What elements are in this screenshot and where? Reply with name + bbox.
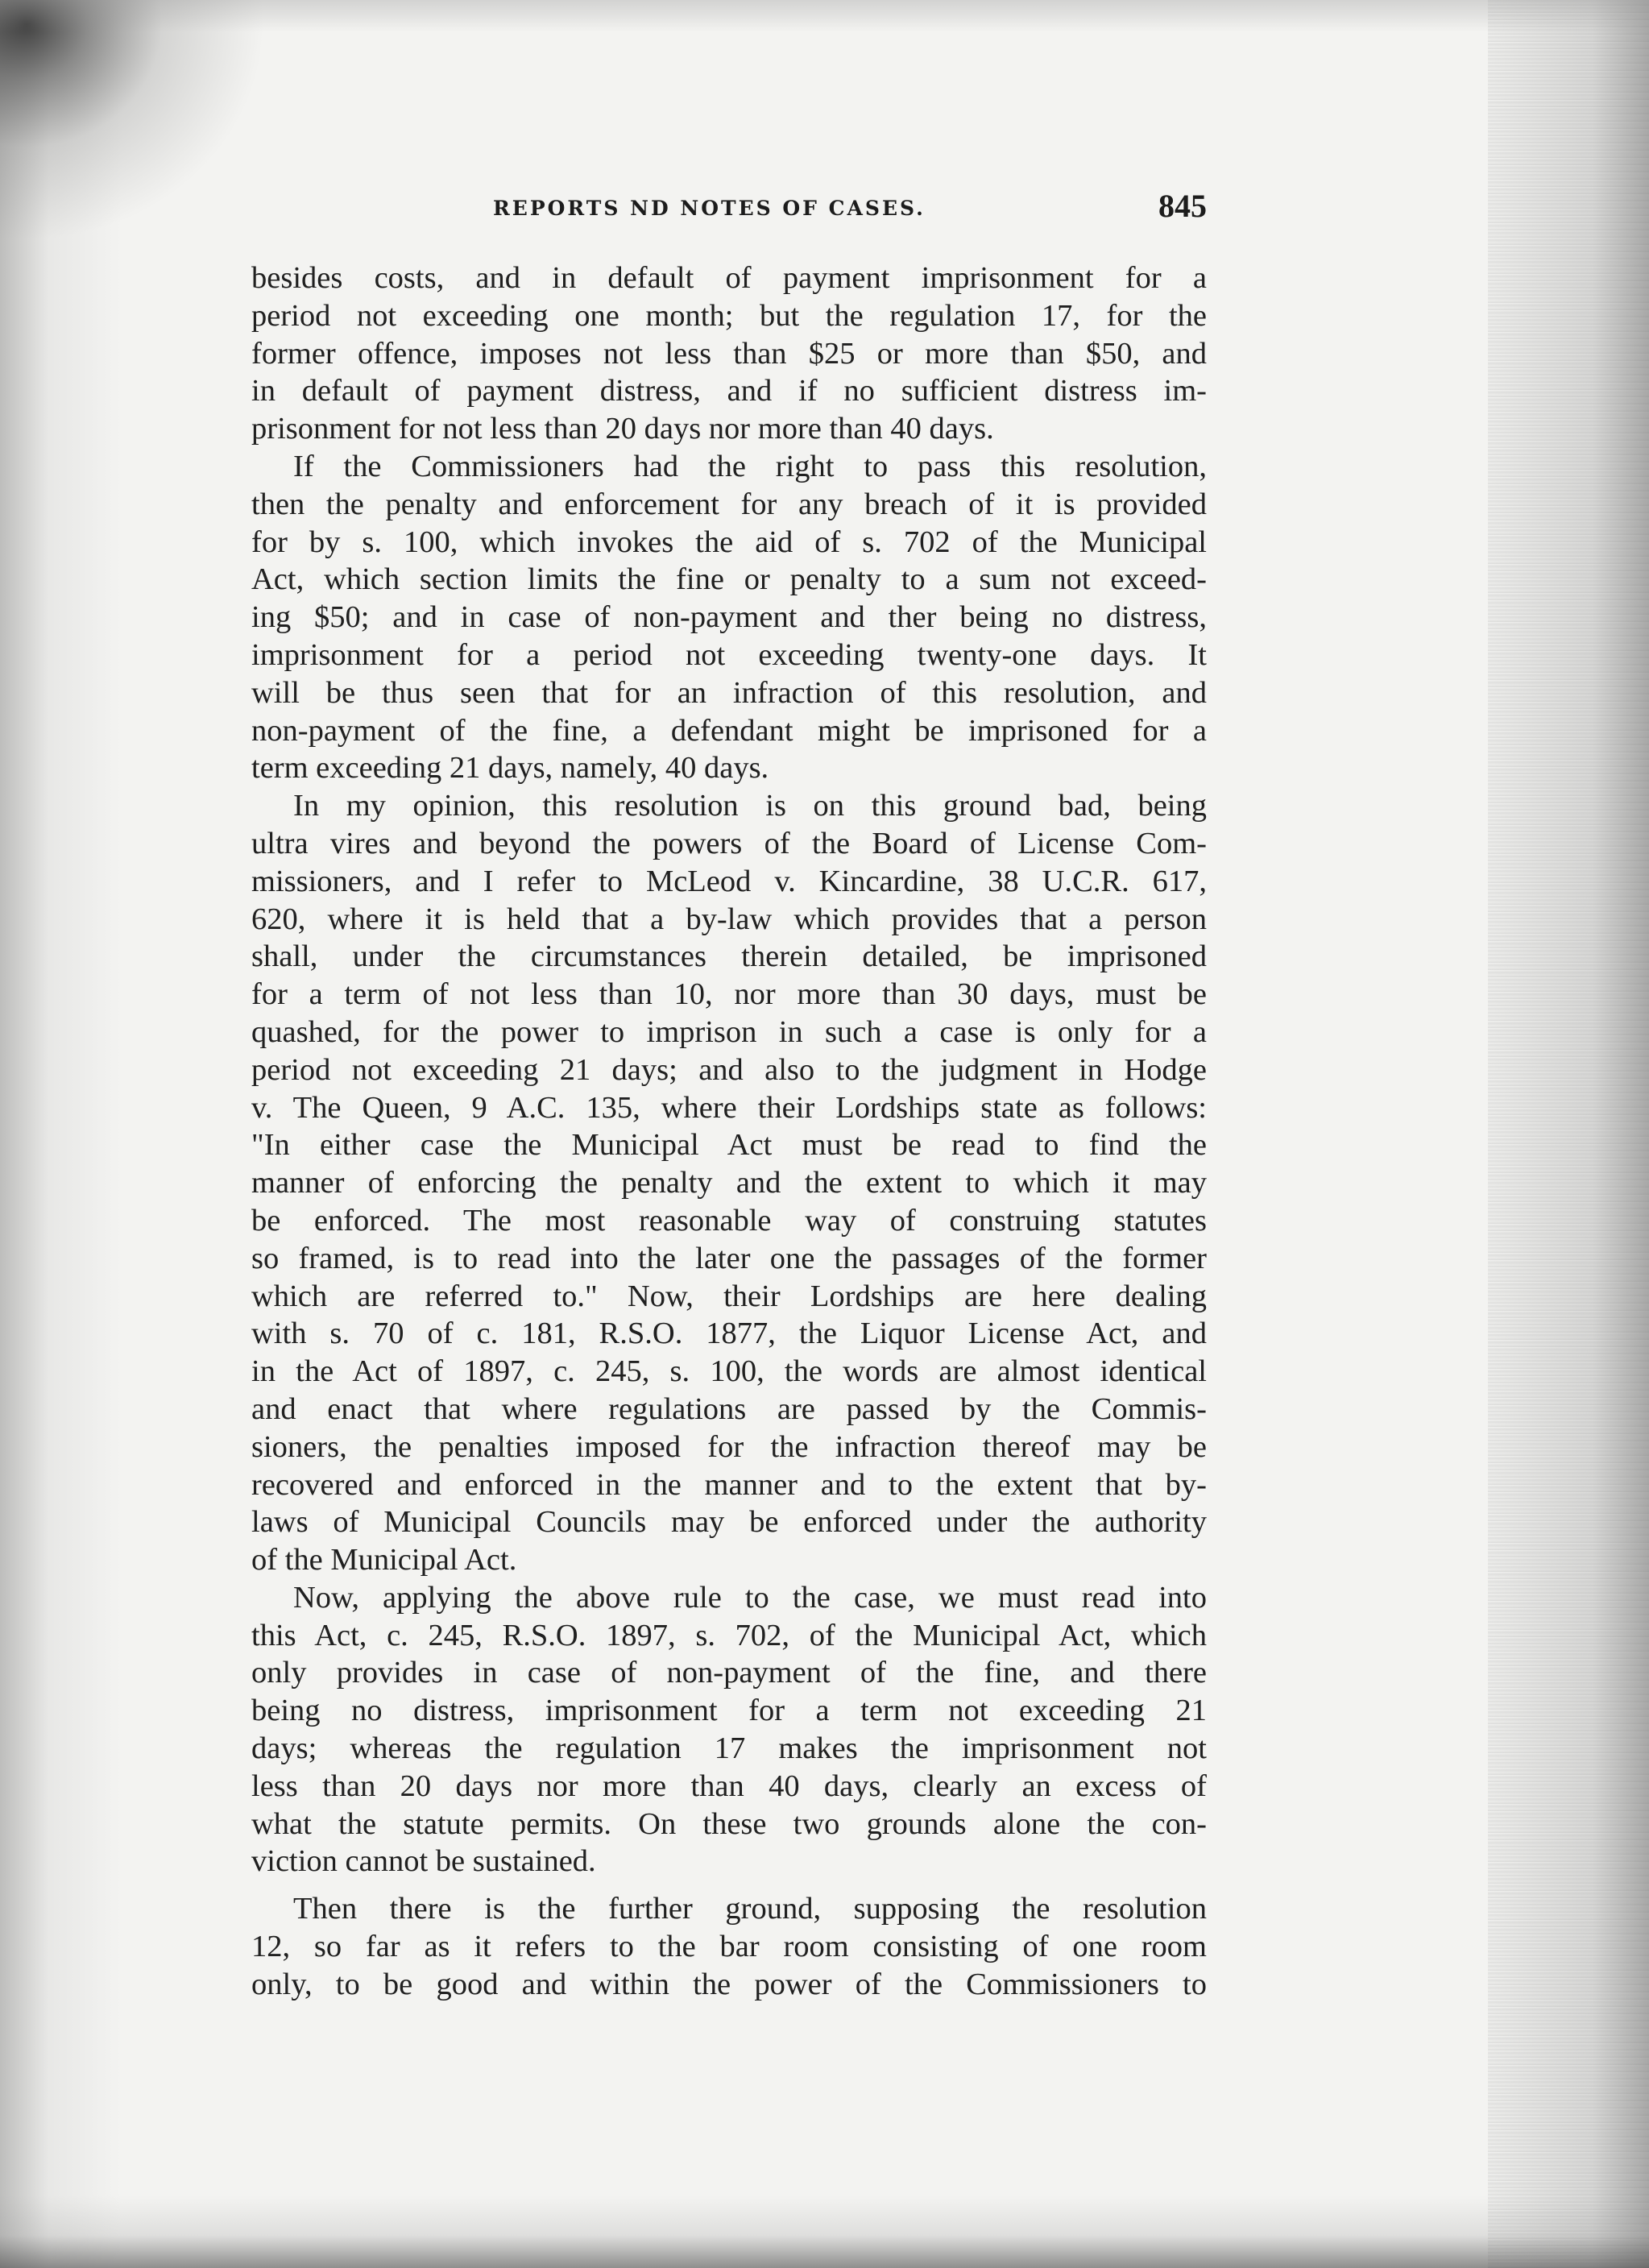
paragraph (251, 448, 1207, 787)
scan-shadow-bottom (0, 2195, 1649, 2268)
text-line: prisonment for not less than 20 days nor more than 40 days. (251, 412, 994, 446)
text-line: imprisonment for a period not exceeding twenty-one days. It (251, 637, 1207, 672)
text-line: which are referred to." Now, their Lordships are here dealing (251, 1279, 1207, 1313)
text-line: for by s. 100, which invokes the aid of s. 702 of the Municipal (251, 525, 1207, 559)
text-line: in default of payment distress, and if no sufficient distress im- (251, 374, 1207, 408)
scan-shadow-right (1488, 0, 1649, 2268)
text-line: ultra vires and beyond the powers of the Board of License Com- (251, 826, 1207, 860)
text-line: shall, under the circumstances therein detailed, be imprisoned (251, 939, 1207, 974)
page-number: 845 (1158, 188, 1207, 224)
text-line: days; whereas the regulation 17 makes the imprisonment not (251, 1731, 1207, 1766)
paragraph (251, 259, 1207, 448)
text-line: manner of enforcing the penalty and the extent to which it may (251, 1166, 1207, 1200)
scan-shadow-left (0, 0, 121, 2268)
text-line: 620, where it is held that a by-law which provides that a person (251, 902, 1207, 936)
text-line: this Act, c. 245, R.S.O. 1897, s. 702, of the Municipal Act, which (251, 1618, 1207, 1652)
text-line: In my opinion, this resolution is on this ground bad, being (293, 789, 1207, 823)
text-line: for a term of not less than 10, nor more than 30 days, must be (251, 977, 1207, 1012)
text-line: being no distress, imprisonment for a term not exceeding 21 (251, 1694, 1207, 1728)
text-line: period not exceeding one month; but the regulation 17, for the (251, 298, 1207, 333)
text-line: what the statute permits. On these two grounds alone the con- (251, 1806, 1207, 1841)
text-line: with s. 70 of c. 181, R.S.O. 1877, the Liquor License Act, and (251, 1316, 1207, 1351)
paragraph (251, 787, 1207, 1579)
text-line: in the Act of 1897, c. 245, s. 100, the words are almost identical (251, 1354, 1207, 1389)
text-line: viction cannot be sustained. (251, 1844, 596, 1879)
text-line: term exceeding 21 days, namely, 40 days. (251, 751, 769, 786)
running-header (251, 187, 1207, 235)
text-line: then the penalty and enforcement for any breach of it is provided (251, 487, 1207, 521)
header-title: REPORTS ND NOTES OF CASES. (493, 197, 926, 220)
text-line: Now, applying the above rule to the case, we must read into (293, 1580, 1207, 1615)
text-line: less than 20 days nor more than 40 days, clearly an excess of (251, 1768, 1207, 1803)
text-line: and enact that where regulations are passed by the Commis- (251, 1391, 1207, 1426)
text-line: will be thus seen that for an infraction of this resolution, and (251, 675, 1207, 710)
text-line: period not exceeding 21 days; and also to the judgment in Hodge (251, 1052, 1207, 1087)
text-line: be enforced. The most reasonable way of construing statutes (251, 1203, 1207, 1238)
scan-shadow-top (0, 0, 1649, 32)
text-line: of the Municipal Act. (251, 1543, 517, 1578)
text-line: only provides in case of non-payment of the fine, and there (251, 1656, 1207, 1690)
text-line: missioners, and I refer to McLeod v. Kincardine, 38 U.C.R. 617, (251, 864, 1207, 898)
text-line: laws of Municipal Councils may be enforced under the authority (251, 1505, 1207, 1540)
text-line: ing $50; and in case of non-payment and ther being no distress, (251, 600, 1207, 635)
text-line: recovered and enforced in the manner and to the extent that by- (251, 1467, 1207, 1502)
text-line: v. The Queen, 9 A.C. 135, where their Lordships state as follows: (251, 1090, 1207, 1125)
text-line: quashed, for the power to imprison in such a case is only for a (251, 1014, 1207, 1049)
text-line: Then there is the further ground, supposing the resolution (293, 1892, 1207, 1926)
text-line: 12, so far as it refers to the bar room consisting of one room (251, 1930, 1207, 1964)
paragraph (251, 1579, 1207, 1880)
text-line: so framed, is to read into the later one the passages of the former (251, 1241, 1207, 1275)
scan-shadow-corner (0, 0, 266, 242)
text-line: former offence, imposes not less than $25 or more than $50, and (251, 336, 1207, 371)
body-text (251, 259, 1207, 2004)
text-line: only, to be good and within the power of the Commissioners to (251, 1967, 1207, 2001)
text-line: besides costs, and in default of payment imprisonment for a (251, 261, 1207, 295)
text-line: sioners, the penalties imposed for the infraction thereof may be (251, 1429, 1207, 1464)
text-line: "In either case the Municipal Act must be read to find the (251, 1128, 1207, 1163)
text-line: If the Commissioners had the right to pass this resolution, (293, 449, 1207, 483)
text-line: non-payment of the fine, a defendant might be imprisoned for a (251, 713, 1207, 748)
paragraph (251, 1890, 1207, 2003)
text-line: Act, which section limits the fine or penalty to a sum not exceed- (251, 562, 1207, 597)
